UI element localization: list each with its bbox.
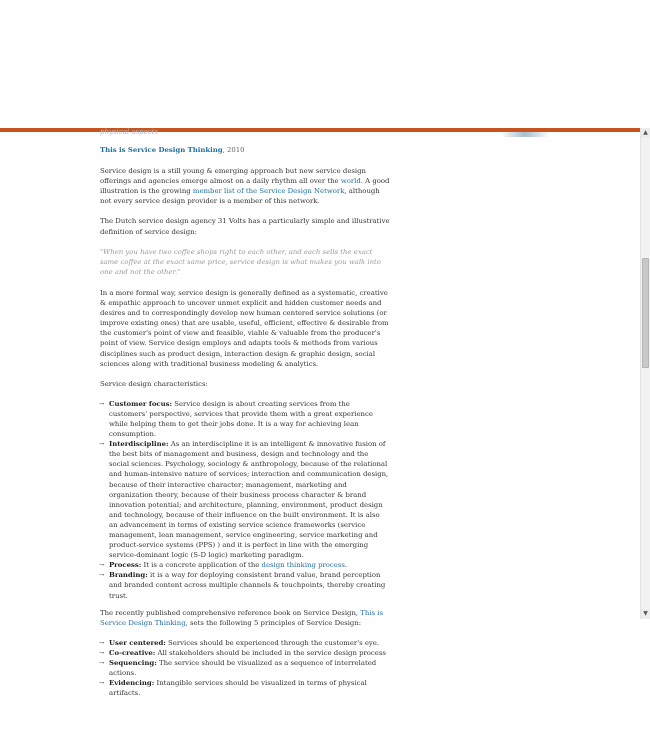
arrow-icon: → [99, 679, 105, 688]
item-text: The service should be visualized as a sequence of interrelated actions. [109, 659, 377, 678]
member-list-link[interactable]: member list of the Service Design Network [192, 187, 345, 196]
arrow-icon: → [99, 659, 105, 668]
item-term: Co-creative: [109, 648, 156, 657]
book-text-2: , sets the following 5 principles of Service Design: [185, 618, 362, 627]
list-item [100, 638, 390, 648]
item-text: As an interdiscipline it is an intelligent & innovative fusion of the best bits of management and business, design and technology and the social sciences. Psychology, sociology & anthropology, because of the relational and human-intensive nature of services; interaction and communication design, because of their interactive character; management, marketing and organization theory, because of their business process character & brand innovation potential; and architecture, planning, environment, product design and technology, because of their influence on the built environment. It is also an advancement in terms of existing service science frameworks (service management, lean management, service engineering, service marketing and product-service systems (PPS) ) and it is perfect in line with the emerging service-dominant logic (S-D logic) marketing paradigm. [109, 440, 389, 560]
principles-list [100, 638, 390, 699]
item-text: Services should be experienced through the customer's eye. [165, 638, 380, 647]
list-item [100, 439, 390, 560]
arrow-icon: → [99, 561, 105, 570]
book-text-1: The recently published comprehensive reference book on Service Design, [100, 608, 361, 617]
list-item [100, 648, 390, 658]
intro-text-2: . A good illustration is the growing [100, 177, 390, 196]
book-title-link[interactable]: This is Service Design Thinking [100, 146, 223, 154]
world-link[interactable]: world [340, 177, 361, 186]
item-text: Intangible services should be visualized in terms of physical artifacts. [109, 679, 367, 698]
arrow-icon: → [99, 648, 105, 657]
intro-text-1: Service design is a still young & emerging approach but new service design offerings and agencies emerge almost on a daily rhythm all over the [100, 167, 366, 186]
paragraph-31volts: The Dutch service design agency 31 Volts has a particularly simple and illustrative definition of service design: [100, 217, 390, 236]
item-term: Customer focus: [109, 399, 173, 408]
item-term: Process: [109, 561, 142, 570]
list-item [100, 678, 390, 698]
scroll-thumb[interactable] [642, 258, 649, 368]
browser-viewport [0, 128, 650, 698]
scroll-up-icon[interactable]: ▲ [641, 128, 650, 138]
scroll-down-icon[interactable]: ▼ [641, 609, 650, 619]
book-reference [100, 145, 390, 155]
item-term: Branding: [109, 571, 148, 580]
list-item [100, 570, 390, 600]
item-text: it is a way for deploying consistent brand value, brand perception and branded content across multiple channels & touchpoints, thereby creating trust. [109, 571, 386, 600]
list-item [100, 658, 390, 678]
item-text: All stakeholders should be included in the service design process [155, 648, 386, 657]
item-term: Evidencing: [109, 679, 155, 688]
item-text: Service design is about creating services from the customers' perspective, services that provide them with a great experience while helping them to get their jobs done. It is a way for achieving lean consumption. [109, 399, 373, 439]
blockquote: "When you have two coffee shops right to each other, and each sells the exact same coffee at the exact same price, service design is what makes you walk into one and not the other." [100, 247, 381, 276]
paragraph-intro [100, 166, 390, 206]
faded-previous-line: physical aspects [100, 128, 159, 136]
item-term: User centered: [109, 638, 166, 647]
paragraph-characteristics-heading: Service design characteristics: [100, 379, 208, 388]
design-thinking-link[interactable]: design thinking process [261, 561, 345, 570]
arrow-icon: → [99, 571, 105, 580]
item-text-after: . [344, 561, 348, 570]
intro-text-3: , although not every service design provider is a member of this network. [100, 187, 380, 206]
arrow-icon: → [99, 399, 105, 408]
paragraph-definition: In a more formal way, service design is generally defined as a systematic, creative & empathic approach to uncover unmet explicit and hidden customer needs and desires and to correspondingly develop new human centered service solutions (or improve existing ones) that are usable, useful, efficient, effective & desirable from the customer's point of view and feasible, viable & valuable from the producer's point of view. Service design employs and adapts tools & methods from various disciplines such as product design, interaction design & graphic design, social sciences along with traditional business modeling & analytics. [100, 288, 389, 368]
book-link[interactable]: This is Service Design Thinking [100, 608, 383, 627]
item-term: Sequencing: [109, 659, 157, 668]
item-text: It is a concrete application of the [141, 561, 262, 570]
book-year: , 2010 [222, 146, 245, 154]
vertical-scrollbar[interactable] [640, 128, 650, 619]
arrow-icon: → [99, 638, 105, 647]
paragraph-book [100, 608, 390, 628]
list-item [100, 399, 390, 439]
characteristics-list [100, 399, 390, 601]
article-content [100, 145, 390, 705]
arrow-icon: → [99, 440, 105, 449]
item-term: Interdiscipline: [109, 440, 169, 449]
header-decoration [500, 132, 550, 137]
list-item [100, 560, 390, 570]
